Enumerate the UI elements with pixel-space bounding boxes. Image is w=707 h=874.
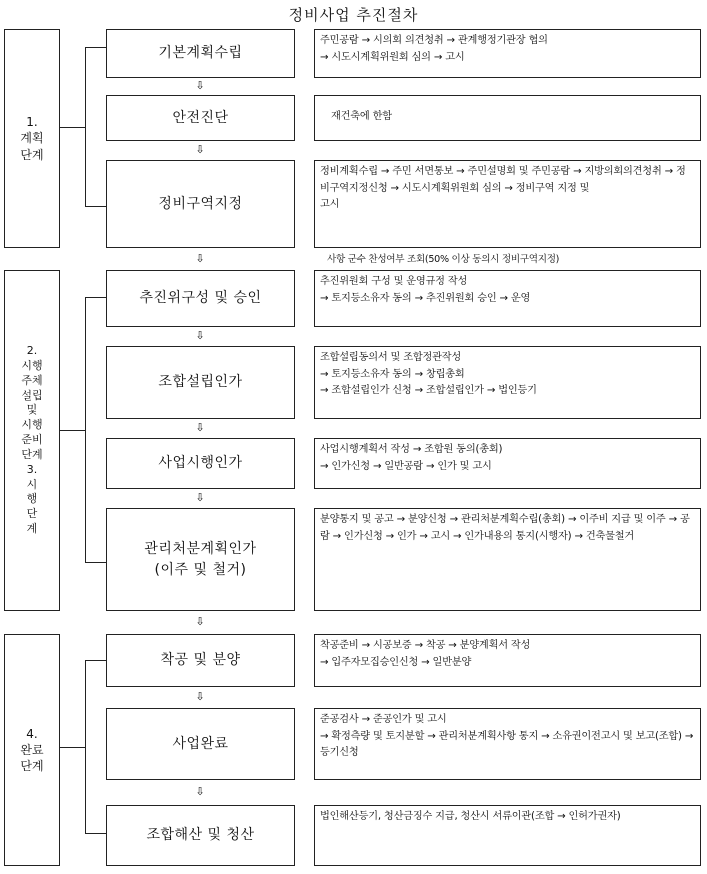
step-safety-diagnosis [106, 95, 295, 141]
desc-construction-sale: 착공준비 → 시공보증 → 착공 → 분양계획서 작성 → 입주자모집승인신청 → 일반분양 [314, 634, 701, 687]
bracket-3-vertical [85, 660, 86, 833]
bracket-3-tick-top [85, 660, 106, 661]
stage-planning [4, 29, 60, 248]
desc-dissolution-liquidation: 법인해산등기, 청산금징수 지급, 청산시 서류이관(조합 → 인허가권자) [314, 805, 701, 866]
step-management-disposal [106, 508, 295, 611]
bracket-1-vertical [85, 47, 86, 206]
step-construction-sale [106, 634, 295, 687]
down-arrow-icon: ⇩ [195, 79, 205, 92]
step-construction-sale-label: 착공 및 분양 [160, 652, 241, 668]
step-basic-plan-label: 기본계획수립 [158, 45, 243, 61]
desc-project-completion: 준공검사 → 준공인가 및 고시 → 확정측량 및 토지분할 → 관리처분계획사항 통지 → 소유권이전고시 및 보고(조합) → 등기신청 [314, 708, 701, 780]
step-safety-diagnosis-label: 안전진단 [172, 109, 229, 126]
bracket-3-stage-link [60, 747, 85, 748]
stage-completion [4, 634, 60, 866]
zone-designation-note: 사항 군수 찬성여부 조회(50% 이상 동의시 정비구역지정) [327, 254, 560, 265]
step-basic-plan [106, 29, 295, 78]
bracket-2-tick-top [85, 297, 106, 298]
desc-committee-approval: 추진위원회 구성 및 운영규정 작성 → 토지등소유자 동의 → 추진위원회 승인 → 운영 [314, 270, 701, 327]
desc-basic-plan: 주민공람 → 시의회 의견청취 → 관계행정기관장 협의 → 시도시계획위원회 심의 → 고시 [314, 29, 701, 78]
step-association-approval-label: 조합설립인가 [158, 374, 243, 390]
step-dissolution-liquidation [106, 805, 295, 866]
down-arrow-icon: ⇩ [195, 785, 205, 798]
step-management-disposal-label: 관리처분계획인가 (이주 및 철거) [144, 540, 257, 578]
desc-zone-designation: 정비계획수립 → 주민 서면통보 → 주민설명회 및 주민공람 → 지방의회의견청취 → 정비구역지정신청 → 시도시계획위원회 심의 → 정비구역 지정 및 고시 [314, 160, 701, 248]
diagram-title: 정비사업 추진절차 [288, 6, 419, 24]
step-committee-approval [106, 270, 295, 327]
stage-establishment-implementation-label: 2. 시행 주체 설립 및 시행 준비 단계 3. 시 행 단 계 [21, 344, 43, 536]
desc-management-disposal: 분양통지 및 공고 → 분양신청 → 관리처분계획수립(총회) → 이주비 지급 및 이주 → 공람 → 인가신청 → 인가 → 고시 → 인가내용의 통지(시행자) → 건축물철거 [314, 508, 701, 611]
desc-project-approval: 사업시행계획서 작성 → 조합원 동의(총회) → 인가신청 → 일반공람 → 인가 및 고시 [314, 438, 701, 489]
step-project-completion [106, 708, 295, 780]
bracket-2-vertical [85, 297, 86, 562]
bracket-2-tick-bottom [85, 562, 106, 563]
desc-association-approval: 조합설립동의서 및 조합정관작성 → 토지등소유자 동의 → 창립총회 → 조합설립인가 신청 → 조합설립인가 → 법인등기 [314, 346, 701, 419]
down-arrow-icon: ⇩ [195, 421, 205, 434]
step-zone-designation [106, 160, 295, 248]
bracket-1-stage-link [60, 127, 85, 128]
bracket-3-tick-bottom [85, 833, 106, 834]
stage-establishment-implementation [4, 270, 60, 611]
step-committee-approval-label: 추진위구성 및 승인 [139, 290, 262, 306]
step-project-completion-label: 사업완료 [172, 735, 229, 752]
stage-completion-label: 4. 완료 단계 [20, 726, 44, 774]
bracket-1-tick-top [85, 47, 106, 48]
down-arrow-icon: ⇩ [195, 615, 205, 628]
step-dissolution-liquidation-label: 조합해산 및 청산 [146, 827, 255, 843]
bracket-1-tick-bottom [85, 206, 106, 207]
step-project-approval-label: 사업시행인가 [158, 455, 243, 471]
step-zone-designation-label: 정비구역지정 [158, 195, 243, 212]
down-arrow-icon: ⇩ [195, 690, 205, 703]
step-association-approval [106, 346, 295, 419]
desc-safety-diagnosis: 재건축에 한함 [314, 95, 701, 141]
down-arrow-icon: ⇩ [195, 329, 205, 342]
step-project-approval [106, 438, 295, 489]
down-arrow-icon: ⇩ [195, 491, 205, 504]
stage-planning-label: 1. 계획 단계 [20, 115, 44, 162]
down-arrow-icon: ⇩ [195, 252, 205, 265]
bracket-2-stage-link [60, 430, 85, 431]
down-arrow-icon: ⇩ [195, 143, 205, 156]
